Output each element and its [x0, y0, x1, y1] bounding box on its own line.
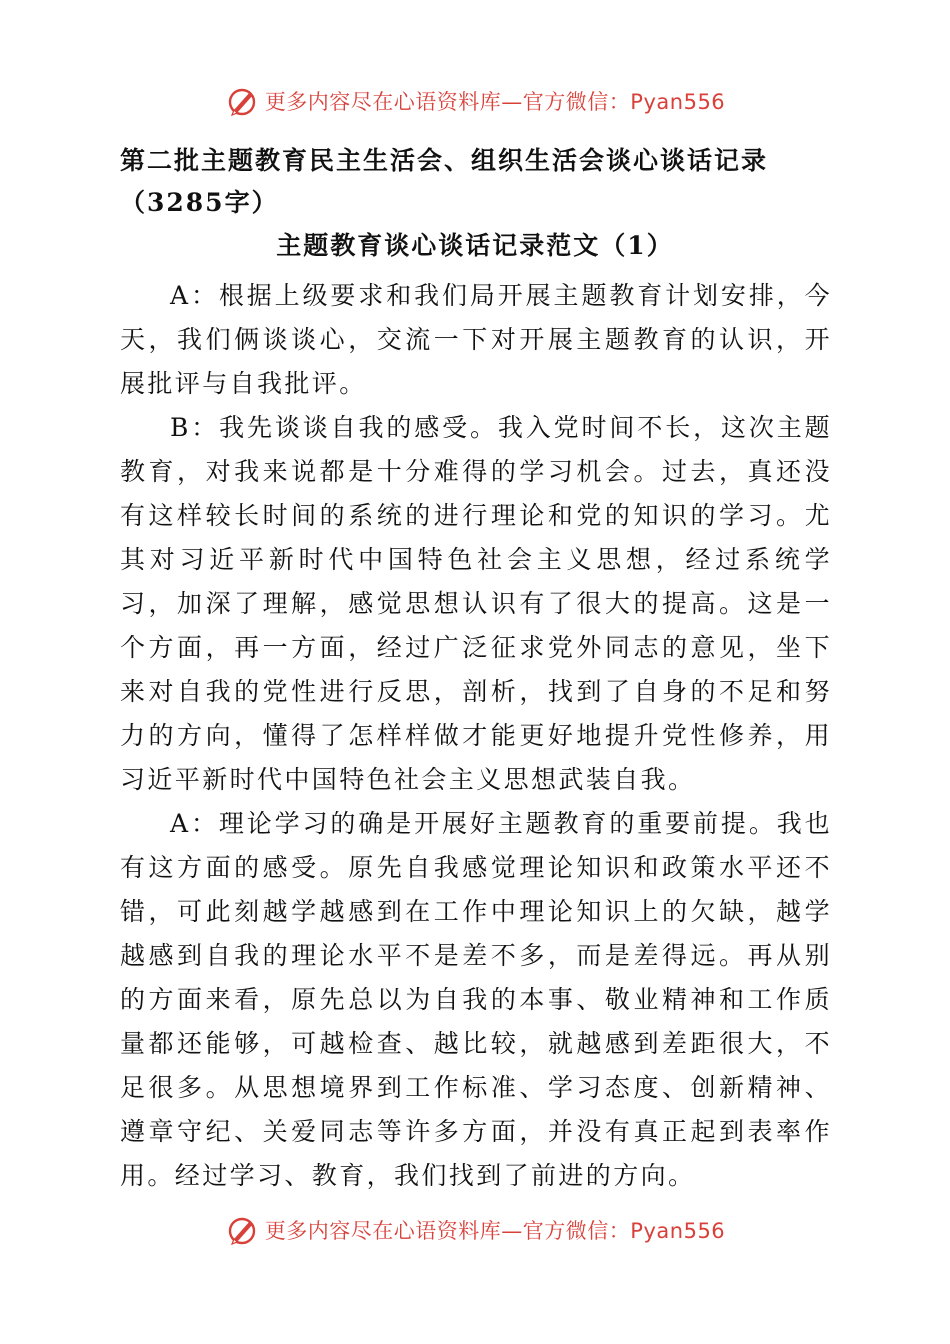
watermark-header: [0, 84, 950, 118]
paragraph: A：理论学习的确是开展好主题教育的重要前提。我也有这方面的感受。原先自我感觉理论知识和政策水平还不错，可此刻越学越感到在工作中理论知识上的欠缺，越学越感到自我的理论水平不是差不多，而是差得远。再从别的方面来看，原先总以为自我的本事、敬业精神和工作质量都还能够，可越检查、越比较，就越感到差距很大，不足很多。从思想境界到工作标准、学习态度、创新精神、遵章守纪、关爱同志等许多方面，并没有真正起到表率作用。经过学习、教育，我们找到了前进的方向。: [120, 809, 832, 1190]
watermark-text: 更多内容尽在心语资料库—官方微信：Pyan556: [264, 90, 726, 114]
pen-logo-icon: [225, 1213, 259, 1247]
document-body: [120, 274, 832, 1198]
paragraph: A：根据上级要求和我们局开展主题教育计划安排，今天，我们俩谈谈心，交流一下对开展主题教育的认识，开展批评与自我批评。: [120, 281, 832, 398]
watermark-text: 更多内容尽在心语资料库—官方微信：Pyan556: [264, 1219, 726, 1243]
section-title: 主题教育谈心谈话记录范文（1）: [276, 231, 674, 260]
pen-logo-icon: [225, 84, 259, 118]
document-title: 第二批主题教育民主生活会、组织生活会谈心谈话记录（3285字）: [120, 146, 769, 217]
watermark-footer: [0, 1213, 950, 1247]
paragraph: B：我先谈谈自我的感受。我入党时间不长，这次主题教育，对我来说都是十分难得的学习机会。过去，真还没有这样较长时间的系统的进行理论和党的知识的学习。尤其对习近平新时代中国特色社会主义思想，经过系统学习，加深了理解，感觉思想认识有了很大的提高。这是一个方面，再一方面，经过广泛征求党外同志的意见，坐下来对自我的党性进行反思，剖析，找到了自身的不足和努力的方向，懂得了怎样样做才能更好地提升党性修养，用习近平新时代中国特色社会主义思想武装自我。: [120, 413, 832, 794]
